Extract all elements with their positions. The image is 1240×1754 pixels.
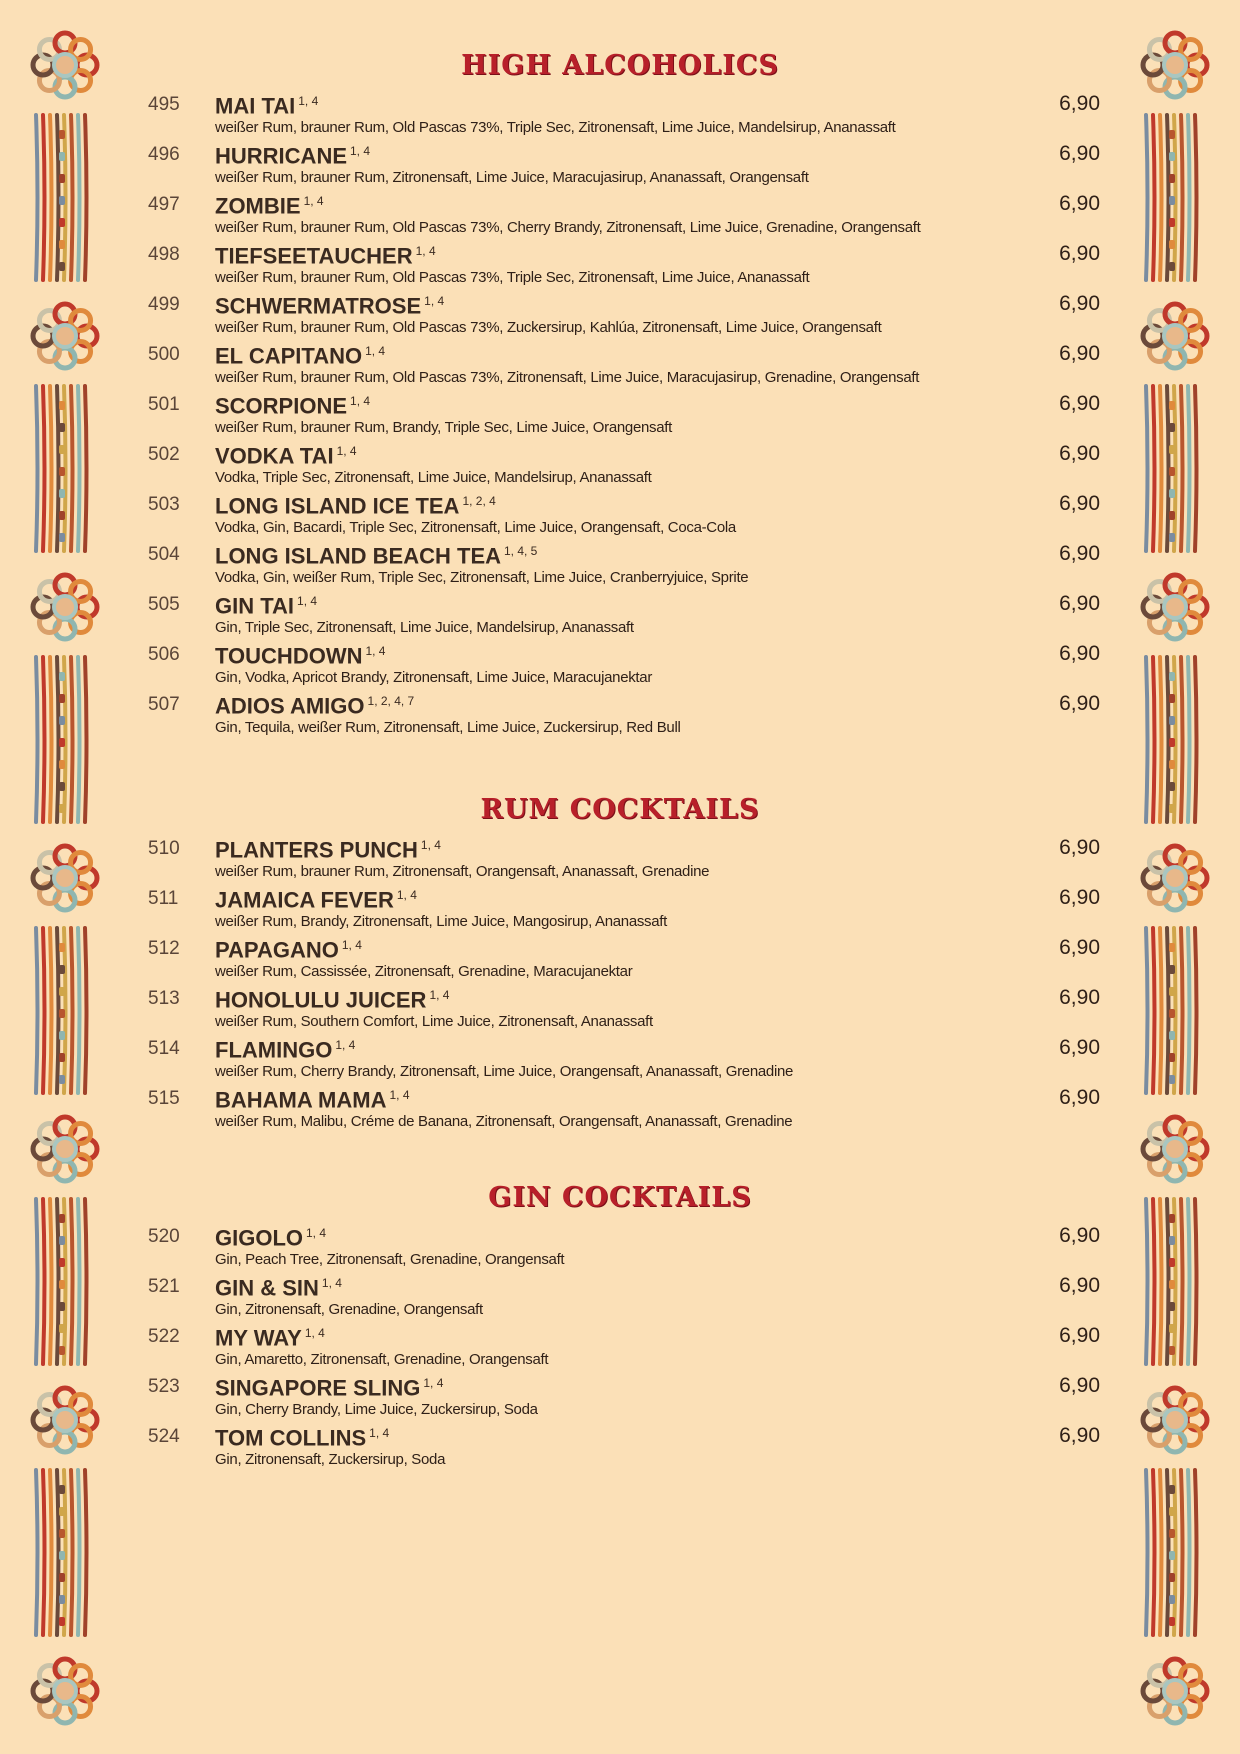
item-name: BAHAMA MAMA: [215, 1087, 387, 1113]
menu-item: [140, 488, 1100, 538]
menu-item: [140, 438, 1100, 488]
item-allergens: 1, 4: [336, 444, 357, 458]
item-body: [215, 188, 1000, 237]
item-price: 6,90: [1059, 1374, 1100, 1397]
item-allergens: 1, 2, 4, 7: [367, 694, 415, 708]
item-allergens: 1, 4: [304, 1326, 325, 1340]
item-price: 6,90: [1059, 242, 1100, 265]
item-price: 6,90: [1059, 886, 1100, 909]
item-price: 6,90: [1059, 442, 1100, 465]
item-name: SCHWERMATROSE: [215, 293, 422, 319]
item-description: weißer Rum, brauner Rum, Old Pascas 73%, Triple Sec, Zitronensaft, Lime Juice, Mandelsirup, Ananassaft: [215, 119, 896, 137]
item-number: 506: [148, 644, 180, 665]
item-price: 6,90: [1059, 1274, 1100, 1297]
tribal-stripes-icon: [1146, 657, 1197, 822]
item-price: 6,90: [1059, 692, 1100, 715]
item-price: 6,90: [1059, 542, 1100, 565]
item-name-row: [215, 538, 1000, 569]
flower-ornament-icon: [1143, 304, 1207, 368]
item-number: 513: [148, 988, 180, 1009]
item-name: FLAMINGO: [215, 1037, 333, 1063]
item-allergens: 1, 4: [365, 644, 386, 658]
menu-item: [140, 1082, 1100, 1132]
item-name: MAI TAI: [215, 93, 296, 119]
item-number: 498: [148, 244, 180, 265]
item-body: [215, 882, 1000, 931]
item-name-row: [215, 138, 1000, 169]
item-price: 6,90: [1059, 392, 1100, 415]
item-number: 503: [148, 494, 180, 515]
item-body: [215, 832, 1000, 881]
item-name-row: [215, 238, 1000, 269]
menu-item: [140, 832, 1100, 882]
item-body: [215, 338, 1000, 387]
menu-item: [140, 138, 1100, 188]
item-body: [215, 1270, 1000, 1319]
item-name: GIGOLO: [215, 1225, 303, 1251]
item-description: Gin, Tequila, weißer Rum, Zitronensaft, Lime Juice, Zuckersirup, Red Bull: [215, 719, 681, 737]
item-name: TIEFSEETAUCHER: [215, 243, 413, 269]
menu-item: [140, 388, 1100, 438]
item-allergens: 1, 4: [297, 594, 318, 608]
item-name-row: [215, 488, 1000, 519]
menu-item: [140, 238, 1100, 288]
item-description: weißer Rum, brauner Rum, Zitronensaft, Orangensaft, Ananassaft, Grenadine: [215, 863, 710, 881]
item-price: 6,90: [1059, 836, 1100, 859]
item-body: [215, 1320, 1000, 1369]
flower-ornament-icon: [33, 33, 97, 97]
item-allergens: 1, 4: [335, 1038, 356, 1052]
flower-ornament-icon: [1143, 1117, 1207, 1181]
item-number: 495: [148, 94, 180, 115]
item-number: 522: [148, 1326, 180, 1347]
item-description: weißer Rum, brauner Rum, Old Pascas 73%, Triple Sec, Zitronensaft, Lime Juice, Ananassaft: [215, 269, 810, 287]
tribal-stripes-icon: [1146, 1470, 1197, 1635]
item-name-row: [215, 1032, 1000, 1063]
menu-item: [140, 982, 1100, 1032]
flower-ornament-icon: [33, 1117, 97, 1181]
menu-item: [140, 1220, 1100, 1270]
item-body: [215, 1420, 1000, 1469]
tribal-stripes-icon: [36, 1199, 87, 1364]
item-name-row: [215, 1370, 1000, 1401]
item-number: 521: [148, 1276, 180, 1297]
right-tribal-border: [1120, 0, 1230, 1754]
item-description: weißer Rum, brauner Rum, Brandy, Triple Sec, Lime Juice, Orangensaft: [215, 419, 673, 437]
item-body: [215, 288, 1000, 337]
item-number: 507: [148, 694, 180, 715]
item-price: 6,90: [1059, 142, 1100, 165]
item-number: 505: [148, 594, 180, 615]
menu-item: [140, 338, 1100, 388]
flower-ornament-icon: [1143, 33, 1207, 97]
item-number: 499: [148, 294, 180, 315]
item-price: 6,90: [1059, 1036, 1100, 1059]
item-allergens: 1, 4: [350, 394, 371, 408]
item-price: 6,90: [1059, 92, 1100, 115]
section-title: GIN COCKTAILS: [488, 1182, 752, 1213]
item-name: HURRICANE: [215, 143, 347, 169]
item-description: Vodka, Gin, weißer Rum, Triple Sec, Zitronensaft, Lime Juice, Cranberryjuice, Sprite: [215, 569, 749, 587]
item-name-row: [215, 882, 1000, 913]
flower-ornament-icon: [1143, 1659, 1207, 1723]
tribal-pattern-icon: [10, 0, 120, 1754]
item-description: weißer Rum, Cassissée, Zitronensaft, Grenadine, Maracujanektar: [215, 963, 633, 981]
item-name-row: [215, 388, 1000, 419]
item-name: ADIOS AMIGO: [215, 693, 365, 719]
item-body: [215, 388, 1000, 437]
item-name: TOUCHDOWN: [215, 643, 363, 669]
item-price: 6,90: [1059, 592, 1100, 615]
item-description: weißer Rum, brauner Rum, Old Pascas 73%, Zitronensaft, Lime Juice, Maracujasirup, Grenadine, Orangensaft: [215, 369, 920, 387]
item-name: PLANTERS PUNCH: [215, 837, 418, 863]
drinks-menu: [140, 48, 1100, 1470]
item-body: [215, 238, 1000, 287]
item-name-row: [215, 188, 1000, 219]
menu-item: [140, 588, 1100, 638]
item-description: weißer Rum, brauner Rum, Old Pascas 73%, Zuckersirup, Kahlúa, Zitronensaft, Lime Juice, Orangensaft: [215, 319, 882, 337]
menu-item: [140, 1270, 1100, 1320]
item-body: [215, 88, 1000, 137]
item-name: EL CAPITANO: [215, 343, 363, 369]
section-title: RUM COCKTAILS: [480, 794, 760, 825]
item-description: Gin, Zitronensaft, Grenadine, Orangensaft: [215, 1301, 483, 1319]
flower-ornament-icon: [33, 304, 97, 368]
tribal-stripes-icon: [36, 115, 87, 280]
item-number: 510: [148, 838, 180, 859]
item-description: Gin, Amaretto, Zitronensaft, Grenadine, Orangensaft: [215, 1351, 549, 1369]
item-body: [215, 488, 1000, 537]
flower-ornament-icon: [1143, 575, 1207, 639]
item-description: weißer Rum, Brandy, Zitronensaft, Lime Juice, Mangosirup, Ananassaft: [215, 913, 668, 931]
item-number: 520: [148, 1226, 180, 1247]
item-price: 6,90: [1059, 936, 1100, 959]
item-number: 497: [148, 194, 180, 215]
item-allergens: 1, 4: [365, 344, 386, 358]
menu-item: [140, 1370, 1100, 1420]
item-name: HONOLULU JUICER: [215, 987, 427, 1013]
item-name-row: [215, 1420, 1000, 1451]
item-body: [215, 538, 1000, 587]
item-name-row: [215, 88, 1000, 119]
item-body: [215, 1082, 1000, 1131]
left-tribal-border: [10, 0, 120, 1754]
item-body: [215, 1220, 1000, 1269]
item-body: [215, 638, 1000, 687]
item-name: GIN & SIN: [215, 1275, 319, 1301]
item-allergens: 1, 4: [396, 888, 417, 902]
item-name: JAMAICA FEVER: [215, 887, 394, 913]
flower-ornament-icon: [1143, 846, 1207, 910]
item-description: weißer Rum, Malibu, Créme de Banana, Zitronensaft, Orangensaft, Ananassaft, Grenadine: [215, 1113, 793, 1131]
item-number: 504: [148, 544, 180, 565]
item-allergens: 1, 4: [429, 988, 450, 1002]
item-number: 500: [148, 344, 180, 365]
item-number: 496: [148, 144, 180, 165]
item-number: 524: [148, 1426, 180, 1447]
section-high-alcoholics: [140, 48, 1100, 738]
item-name-row: [215, 932, 1000, 963]
item-number: 512: [148, 938, 180, 959]
item-name-row: [215, 832, 1000, 863]
menu-item: [140, 1032, 1100, 1082]
flower-ornament-icon: [33, 1659, 97, 1723]
flower-ornament-icon: [33, 575, 97, 639]
item-body: [215, 1032, 1000, 1081]
item-description: weißer Rum, Cherry Brandy, Zitronensaft, Lime Juice, Orangensaft, Ananassaft, Grenadine: [215, 1063, 794, 1081]
menu-item: [140, 688, 1100, 738]
item-description: Vodka, Gin, Bacardi, Triple Sec, Zitronensaft, Lime Juice, Orangensaft, Coca-Cola: [215, 519, 736, 537]
item-price: 6,90: [1059, 986, 1100, 1009]
item-allergens: 1, 4, 5: [504, 544, 538, 558]
item-body: [215, 438, 1000, 487]
item-name: SINGAPORE SLING: [215, 1375, 421, 1401]
item-description: Gin, Triple Sec, Zitronensaft, Lime Juice, Mandelsirup, Ananassaft: [215, 619, 634, 637]
item-body: [215, 932, 1000, 981]
item-description: Vodka, Triple Sec, Zitronensaft, Lime Juice, Mandelsirup, Ananassaft: [215, 469, 652, 487]
item-allergens: 1, 4: [389, 1088, 410, 1102]
item-description: weißer Rum, brauner Rum, Old Pascas 73%, Cherry Brandy, Zitronensaft, Lime Juice, Grenadine, Orangensaft: [215, 219, 921, 237]
item-allergens: 1, 4: [423, 1376, 444, 1390]
item-name: GIN TAI: [215, 593, 295, 619]
item-price: 6,90: [1059, 342, 1100, 365]
item-description: Gin, Vodka, Apricot Brandy, Zitronensaft, Lime Juice, Maracujanektar: [215, 669, 653, 687]
menu-item: [140, 1320, 1100, 1370]
flower-ornament-icon: [33, 846, 97, 910]
item-name: ZOMBIE: [215, 193, 301, 219]
item-price: 6,90: [1059, 1424, 1100, 1447]
menu-item: [140, 288, 1100, 338]
item-description: Gin, Cherry Brandy, Lime Juice, Zuckersirup, Soda: [215, 1401, 538, 1419]
item-name-row: [215, 1320, 1000, 1351]
item-body: [215, 588, 1000, 637]
item-price: 6,90: [1059, 1224, 1100, 1247]
flower-ornament-icon: [1143, 1388, 1207, 1452]
item-number: 511: [148, 888, 179, 909]
item-name: LONG ISLAND BEACH TEA: [215, 543, 501, 569]
item-allergens: 1, 2, 4: [462, 494, 496, 508]
menu-item: [140, 88, 1100, 138]
menu-item: [140, 188, 1100, 238]
tribal-stripes-icon: [1146, 386, 1197, 551]
item-price: 6,90: [1059, 642, 1100, 665]
tribal-stripes-icon: [36, 386, 87, 551]
item-body: [215, 982, 1000, 1031]
item-body: [215, 1370, 1000, 1419]
section-gin-cocktails: [140, 1180, 1100, 1470]
item-name-row: [215, 688, 1000, 719]
item-name-row: [215, 438, 1000, 469]
tribal-stripes-icon: [1146, 1199, 1197, 1364]
menu-item: [140, 1420, 1100, 1470]
item-name: MY WAY: [215, 1325, 302, 1351]
tribal-stripes-icon: [1146, 115, 1197, 280]
menu-item: [140, 932, 1100, 982]
item-allergens: 1, 4: [306, 1226, 327, 1240]
item-name-row: [215, 982, 1000, 1013]
item-description: weißer Rum, brauner Rum, Zitronensaft, Lime Juice, Maracujasirup, Ananassaft, Orangensaft: [215, 169, 809, 187]
item-price: 6,90: [1059, 1086, 1100, 1109]
item-allergens: 1, 4: [369, 1426, 390, 1440]
item-name: SCORPIONE: [215, 393, 348, 419]
menu-item: [140, 882, 1100, 932]
item-name-row: [215, 1270, 1000, 1301]
item-price: 6,90: [1059, 1324, 1100, 1347]
item-price: 6,90: [1059, 292, 1100, 315]
section-rum-cocktails: [140, 792, 1100, 1132]
item-description: Gin, Zitronensaft, Zuckersirup, Soda: [215, 1451, 446, 1469]
item-body: [215, 138, 1000, 187]
tribal-stripes-icon: [36, 657, 87, 822]
item-description: Gin, Peach Tree, Zitronensaft, Grenadine, Orangensaft: [215, 1251, 565, 1269]
item-allergens: 1, 4: [420, 838, 441, 852]
item-allergens: 1, 4: [321, 1276, 342, 1290]
tribal-stripes-icon: [1146, 928, 1197, 1093]
item-name: PAPAGANO: [215, 937, 339, 963]
menu-item: [140, 538, 1100, 588]
item-allergens: 1, 4: [341, 938, 362, 952]
item-number: 501: [148, 394, 180, 415]
item-name: VODKA TAI: [215, 443, 334, 469]
flower-ornament-icon: [33, 1388, 97, 1452]
item-name-row: [215, 1220, 1000, 1251]
item-name-row: [215, 638, 1000, 669]
item-price: 6,90: [1059, 492, 1100, 515]
item-number: 515: [148, 1088, 180, 1109]
item-allergens: 1, 4: [415, 244, 436, 258]
item-number: 502: [148, 444, 180, 465]
tribal-stripes-icon: [36, 1470, 87, 1635]
item-allergens: 1, 4: [350, 144, 371, 158]
item-name-row: [215, 338, 1000, 369]
item-number: 514: [148, 1038, 180, 1059]
item-name-row: [215, 588, 1000, 619]
menu-item: [140, 638, 1100, 688]
tribal-stripes-icon: [36, 928, 87, 1093]
item-allergens: 1, 4: [298, 94, 319, 108]
item-name: TOM COLLINS: [215, 1425, 367, 1451]
item-allergens: 1, 4: [303, 194, 324, 208]
item-name: LONG ISLAND ICE TEA: [215, 493, 460, 519]
section-title: HIGH ALCOHOLICS: [461, 50, 779, 81]
item-name-row: [215, 1082, 1000, 1113]
tribal-pattern-icon: [1120, 0, 1230, 1754]
item-name-row: [215, 288, 1000, 319]
item-body: [215, 688, 1000, 737]
item-allergens: 1, 4: [424, 294, 445, 308]
item-description: weißer Rum, Southern Comfort, Lime Juice, Zitronensaft, Ananassaft: [215, 1013, 653, 1031]
item-price: 6,90: [1059, 192, 1100, 215]
item-number: 523: [148, 1376, 180, 1397]
